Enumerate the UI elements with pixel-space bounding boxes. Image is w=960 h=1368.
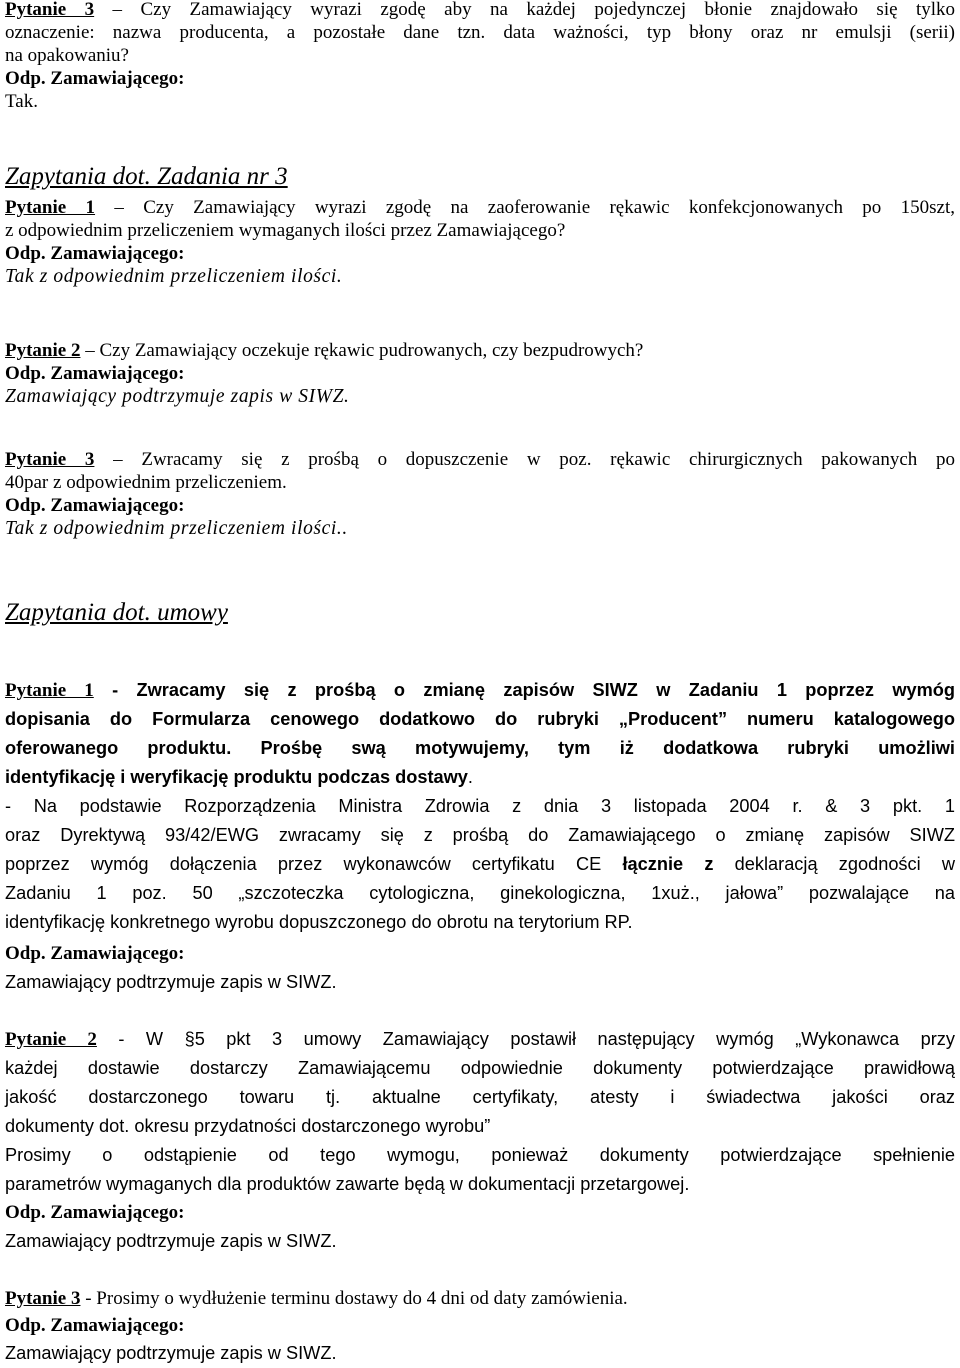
answer-label: Odp. Zamawiającego: bbox=[5, 243, 185, 264]
question-text: Prosimy o odstąpienie od tego wymogu, ponieważ dokumenty potwierdzające spełnienie bbox=[5, 1145, 955, 1165]
question-text: Zadaniu 1 poz. 50 „szczoteczka cytologiczna, ginekologiczna, 1xuż., jałowa” pozwalające na bbox=[5, 883, 955, 903]
answer-label: Odp. Zamawiającego: bbox=[5, 1315, 185, 1336]
question-block bbox=[5, 1025, 955, 1199]
question-block: Pytanie 3 – Zwracamy się z prośbą o dopuszczenie w poz. rękawic chirurgicznych pakowanych po 40par z odpowiednim przeliczeniem. Odp. Zamawiającego: Tak z odpowiednim przeliczeniem ilości.. bbox=[5, 449, 956, 539]
question-text: oferowanego produktu. bbox=[5, 738, 232, 758]
emphasis-text: łącznie z bbox=[622, 854, 714, 874]
section-heading: Zapytania dot. umowy bbox=[5, 599, 228, 626]
answer-text: Zamawiający podtrzymuje zapis w SIWZ. bbox=[5, 1231, 337, 1251]
answer-label: Odp. Zamawiającego: bbox=[5, 68, 185, 89]
question-text: 40par z odpowiednim przeliczeniem. bbox=[5, 472, 287, 493]
answer-label: Odp. Zamawiającego: bbox=[5, 943, 185, 964]
question-block: Pytanie 1 – Czy Zamawiający wyrazi zgodę na zaoferowanie rękawic konfekcjonowanych po 150szt, z odpowiednim przeliczeniem wymaganych ilości przez Zamawiającego? Odp. Zamawiającego: Tak z odpowiednim przeliczeniem ilości. bbox=[5, 197, 955, 287]
question-text: oraz Dyrektywą 93/42/EWG zwracamy się z prośbą do Zamawiającego o zmianę zapisów SIWZ bbox=[5, 825, 955, 845]
answer-text: Tak z odpowiednim przeliczeniem ilości.. bbox=[5, 518, 348, 539]
question-text: oznaczenie: nazwa producenta, a pozostałe dane tzn. data ważności, typ błony oraz nr emulsji (serii) bbox=[5, 22, 955, 43]
question-text: - Prosimy o wydłużenie terminu dostawy do 4 dni od daty zamówienia. bbox=[80, 1288, 628, 1309]
question-text: Prośbę swą motywujemy, tym iż dodatkowa rubryki umożliwi bbox=[260, 738, 955, 758]
question-text: dokumenty dot. okresu przydatności dostarczonego wyrobu” bbox=[5, 1116, 491, 1136]
answer-text: Zamawiający podtrzymuje zapis w SIWZ. bbox=[5, 1343, 337, 1363]
answer-label: Odp. Zamawiającego: bbox=[5, 363, 185, 384]
question-block: Pytanie 2 – Czy Zamawiający oczekuje rękawic pudrowanych, czy bezpudrowych? Odp. Zamawiającego: Zamawiający podtrzymuje zapis w SIWZ. bbox=[5, 339, 955, 408]
question-text: poprzez wymóg dołączenia przez wykonawców certyfikatu CE bbox=[5, 854, 602, 874]
question-label: Pytanie 2 bbox=[5, 340, 81, 361]
question-text: dopisania do Formularza cenowego dodatkowo do rubryki „Producent” numeru katalogowego bbox=[5, 709, 955, 729]
question-text: - W §5 pkt 3 umowy Zamawiający postawił następujący wymóg „Wykonawca przy bbox=[96, 1029, 955, 1049]
question-text: identyfikację i weryfikację produktu podczas dostawy bbox=[5, 767, 468, 787]
answer-text: Zamawiający podtrzymuje zapis w SIWZ. bbox=[5, 386, 350, 407]
answer-text: Tak. bbox=[5, 91, 38, 112]
question-label: Pytanie 3 bbox=[5, 1288, 81, 1309]
question-label: Pytanie 3 bbox=[5, 449, 95, 470]
question-text: na opakowaniu? bbox=[5, 45, 129, 66]
question-text: identyfikację konkretnego wyrobu dopuszczonego do obrotu na terytorium RP. bbox=[5, 912, 633, 932]
answer-label: Odp. Zamawiającego: bbox=[5, 495, 185, 516]
question-text: Zwracamy się z prośbą o dopuszczenie w poz. rękawic chirurgicznych pakowanych po bbox=[141, 449, 956, 470]
question-text: - Na podstawie Rozporządzenia Ministra Zdrowia z dnia 3 listopada 2004 r. & 3 pkt. 1 bbox=[5, 796, 955, 816]
section-heading: Zapytania dot. Zadania nr 3 bbox=[5, 163, 288, 190]
answer-block bbox=[5, 1199, 955, 1256]
answer-text: Tak z odpowiednim przeliczeniem ilości. bbox=[5, 266, 343, 287]
question-text: każdej dostawie dostarczy Zamawiającemu odpowiednie dokumenty potwierdzające prawidłową bbox=[5, 1058, 955, 1078]
question-text: z odpowiednim przeliczeniem wymaganych ilości przez Zamawiającego? bbox=[5, 220, 566, 241]
question-text: parametrów wymaganych dla produktów zawarte będą w dokumentacji przetargowej. bbox=[5, 1174, 690, 1194]
question-label: Pytanie 1 bbox=[5, 680, 94, 701]
question-block: Pytanie 3 – Czy Zamawiający wyrazi zgodę aby na każdej pojedynczej błonie znajdowało się tylko oznaczenie: nazwa producenta, a pozostałe dane tzn. data ważności, typ błony oraz nr emulsji (serii) na opakowaniu? Odp. Zamawiającego: Tak. bbox=[5, 0, 956, 112]
question-label: Pytanie 3 bbox=[5, 0, 95, 20]
answer-block bbox=[5, 940, 955, 997]
question-label: Pytanie 1 bbox=[5, 197, 96, 218]
question-label: Pytanie 2 bbox=[5, 1029, 97, 1050]
question-text: Zwracamy się z prośbą o zmianę zapisów SIWZ w Zadaniu 1 poprzez wymóg bbox=[136, 680, 956, 700]
question-text: Czy Zamawiający oczekuje rękawic pudrowanych, czy bezpudrowych? bbox=[99, 340, 644, 361]
answer-label: Odp. Zamawiającego: bbox=[5, 1202, 185, 1223]
question-text: deklaracją zgodności w bbox=[734, 854, 955, 874]
question-text: jakość dostarczonego towaru tj. aktualne certyfikaty, atesty i świadectwa jakości oraz bbox=[5, 1087, 955, 1107]
question-text: Czy Zamawiający wyrazi zgodę na zaoferowanie rękawic konfekcjonowanych po 150szt, bbox=[143, 197, 955, 218]
question-block: Pytanie 1 - Zwracamy się z prośbą o zmianę zapisów SIWZ w Zadaniu 1 poprzez wymóg dopisania do Formularza cenowego dodatkowo do rubryki „Producent” numeru katalogowego oferowanego produktu. Prośbę swą motywujemy, tym iż dodatkowa rubryki umożliwi identyfikację i weryfikację produktu podczas dostawy. - Na podstawie Rozporządzenia Ministra Zdrowia z dnia 3 listopada 2004 r. & 3 pkt. 1 oraz Dyrektywą 93/42/EWG zwracamy się z prośbą do Zamawiającego o zmianę zapisów SIWZ poprzez wymóg dołączenia przez wykonawców certyfikatu CE łącznie z deklaracją zgodności w Zadaniu 1 poz. 50 „szczoteczka cytologiczna, ginekologiczna, 1xuż., jałowa” pozwalające na identyfikację konkretnego wyrobu dopuszczonego do obrotu na terytorium RP. bbox=[5, 676, 955, 937]
question-block bbox=[5, 1285, 955, 1368]
answer-text: Zamawiający podtrzymuje zapis w SIWZ. bbox=[5, 972, 337, 992]
question-text: Czy Zamawiający wyrazi zgodę aby na każdej pojedynczej błonie znajdowało się tylko bbox=[140, 0, 956, 20]
